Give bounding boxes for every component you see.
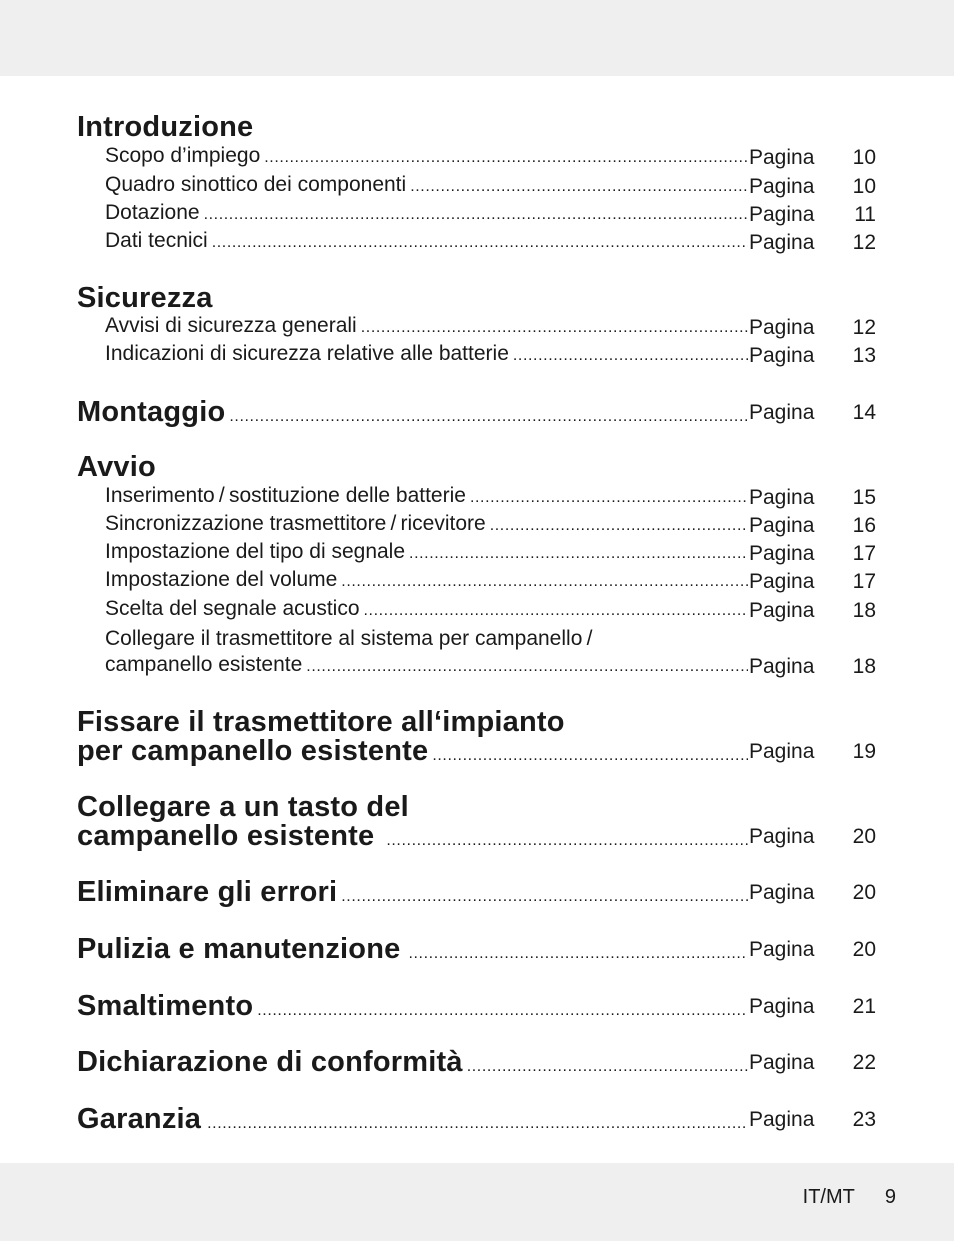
page-word: Pagina [749, 740, 815, 763]
entry-label: Inserimento / sostituzione delle batterie [105, 484, 466, 507]
toc-entry-sincronizzazione[interactable] [105, 512, 748, 540]
page-word: Pagina [749, 344, 815, 367]
leader-dots [364, 602, 749, 620]
page-word: Pagina [749, 1108, 815, 1131]
leader-dots [341, 573, 748, 591]
section-title-introduzione: Introduzione [77, 111, 254, 143]
page-number: 21 [852, 995, 876, 1018]
page-word: Pagina [749, 203, 815, 226]
section-title-sicurezza: Sicurezza [77, 282, 213, 314]
page-number: 19 [852, 740, 876, 763]
toc-entry-dati-tecnici[interactable] [105, 229, 748, 257]
leader-dots [257, 1002, 748, 1020]
page-number: 20 [852, 881, 876, 904]
leader-dots [513, 347, 748, 365]
toc-entry-garanzia[interactable] [77, 1103, 748, 1135]
entry-label: Scelta del segnale acustico [105, 597, 360, 620]
page-word: Pagina [749, 486, 815, 509]
page-word: Pagina [749, 570, 815, 593]
section-title-smaltimento: Smaltimento [77, 990, 254, 1022]
entry-label: Quadro sinottico dei componenti [105, 173, 407, 196]
page-word: Pagina [749, 995, 815, 1018]
page-number: 18 [852, 655, 876, 678]
leader-dots [306, 658, 748, 676]
entry-label: Scopo d’impiego [105, 144, 261, 167]
leader-dots [341, 888, 748, 906]
page-word: Pagina [749, 1051, 815, 1074]
page-number: 15 [852, 486, 876, 509]
toc-entry-quadro[interactable] [105, 173, 748, 201]
entry-label: Impostazione del volume [105, 568, 338, 591]
toc-entry-inserimento[interactable] [105, 484, 748, 512]
toc-entry-scopo[interactable] [105, 144, 748, 172]
leader-dots [229, 408, 748, 426]
page-word: Pagina [749, 881, 815, 904]
toc-entry-avvisi[interactable] [105, 314, 748, 342]
entry-label: Dotazione [105, 201, 200, 224]
leader-dots [207, 1115, 748, 1133]
page-number: 14 [852, 401, 876, 424]
page-number: 20 [852, 825, 876, 848]
page-number: 18 [852, 599, 876, 622]
section-title-montaggio: Montaggio [77, 396, 226, 428]
leader-dots [361, 319, 748, 337]
page-number: 11 [854, 203, 876, 226]
leader-dots [212, 234, 748, 252]
footer-page-number: 9 [884, 1186, 896, 1208]
leader-dots [409, 545, 748, 563]
section-title-pulizia: Pulizia e manutenzione [77, 933, 401, 965]
top-band [0, 0, 954, 76]
toc-entry-collegare-trasmettitore[interactable] [105, 653, 748, 681]
toc-entry-collegare-line1[interactable]: Collegare il trasmettitore al sistema per campanello / [105, 627, 593, 650]
section-title-fissare-line1[interactable]: Fissare il trasmettitore all‘impianto [77, 706, 565, 738]
page-word: Pagina [749, 316, 815, 339]
page-word: Pagina [749, 825, 815, 848]
page-number: 12 [852, 231, 876, 254]
entry-label: Dati tecnici [105, 229, 208, 252]
section-title-conformita: Dichiarazione di conformità [77, 1046, 463, 1078]
toc-entry-tipo-segnale[interactable] [105, 540, 748, 568]
page-word: Pagina [749, 401, 815, 424]
leader-dots [467, 1058, 748, 1076]
page-number: 10 [852, 146, 876, 169]
leader-dots [204, 206, 748, 224]
section-title-garanzia: Garanzia [77, 1103, 202, 1135]
section-title-avvio: Avvio [77, 451, 156, 483]
toc-entry-conformita[interactable] [77, 1046, 748, 1078]
section-title-collegare: campanello esistente [77, 820, 375, 852]
toc-entry-volume[interactable] [105, 568, 748, 596]
page-footer [803, 1186, 896, 1209]
toc-entry-montaggio[interactable] [77, 396, 748, 428]
leader-dots [264, 149, 748, 167]
page-number: 17 [852, 570, 876, 593]
section-title-errori: Eliminare gli errori [77, 876, 338, 908]
page-word: Pagina [749, 146, 815, 169]
page-word: Pagina [749, 599, 815, 622]
section-title-fissare: per campanello esistente [77, 735, 429, 767]
page-number: 22 [852, 1051, 876, 1074]
entry-label: Avvisi di sicurezza generali [105, 314, 357, 337]
page-number: 13 [852, 344, 876, 367]
toc-entry-indicazioni-batterie[interactable] [105, 342, 748, 370]
page-number: 16 [852, 514, 876, 537]
entry-label: Impostazione del tipo di segnale [105, 540, 406, 563]
leader-dots [490, 517, 748, 535]
page-word: Pagina [749, 231, 815, 254]
leader-dots [410, 178, 748, 196]
page-number: 17 [852, 542, 876, 565]
section-title-collegare-line1[interactable]: Collegare a un tasto del [77, 791, 409, 823]
page-word: Pagina [749, 542, 815, 565]
page-number: 12 [852, 316, 876, 339]
page-number: 23 [852, 1108, 876, 1131]
entry-label: Sincronizzazione trasmettitore / ricevitore [105, 512, 486, 535]
page-number: 20 [852, 938, 876, 961]
page-word: Pagina [749, 655, 815, 678]
toc-entry-pulizia[interactable] [77, 933, 748, 965]
page-word: Pagina [749, 938, 815, 961]
footer-language: IT/MT [802, 1186, 855, 1208]
toc-entry-errori[interactable] [77, 876, 748, 908]
toc-entry-segnale-acustico[interactable] [105, 597, 748, 625]
toc-entry-smaltimento[interactable] [77, 990, 748, 1022]
entry-label: Indicazioni di sicurezza relative alle batterie [105, 342, 509, 365]
toc-entry-collegare-tasto[interactable] [77, 820, 748, 852]
entry-label: campanello esistente [105, 653, 303, 676]
toc-entry-dotazione[interactable] [105, 201, 748, 229]
page-word: Pagina [749, 175, 815, 198]
page-number: 10 [852, 175, 876, 198]
leader-dots [470, 489, 748, 507]
toc-entry-fissare[interactable] [77, 735, 748, 767]
leader-dots [432, 747, 748, 765]
leader-dots [386, 832, 748, 850]
page-word: Pagina [749, 514, 815, 537]
leader-dots [408, 945, 748, 963]
